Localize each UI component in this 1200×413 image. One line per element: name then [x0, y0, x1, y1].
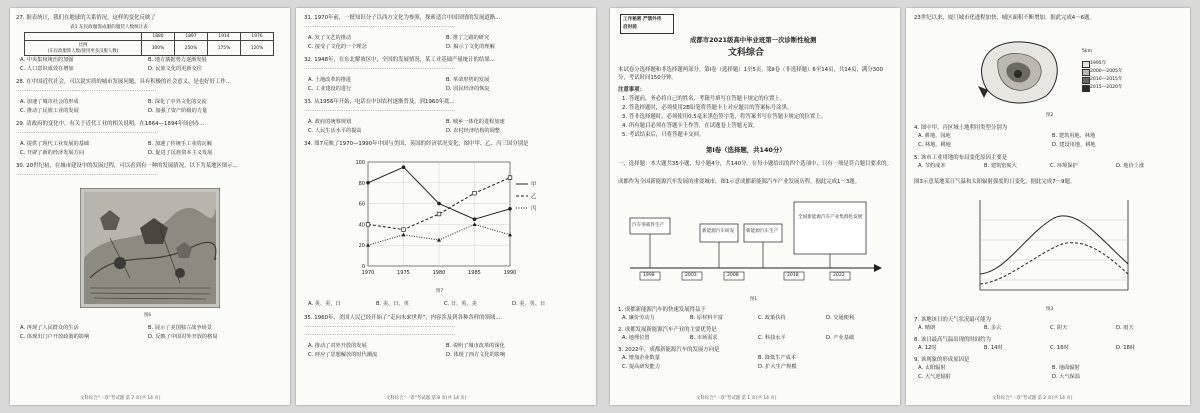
table-year: 1897: [175, 33, 208, 41]
y-tick-label: 20: [358, 243, 365, 250]
timeline-box: 汽车零部件生产: [632, 223, 665, 228]
exam-title: 成都市2021级高中毕业班第一次诊断性检测: [690, 36, 817, 44]
stamp-line-1: 工作秘密 严禁外传: [623, 17, 662, 22]
option[interactable]: B. 城乡一体化的进程加速: [446, 119, 505, 125]
q30-options: [20, 324, 280, 342]
option[interactable]: B. 多云: [984, 325, 1002, 331]
page-footer: 文科综合“一诊”考试题 第 2 页(共 14 页): [992, 396, 1073, 401]
data-point: [437, 238, 441, 242]
timeline-box: 新能源汽车研发: [702, 229, 735, 234]
option[interactable]: B. 展示了美国独立战争场景: [148, 325, 212, 331]
map-scale: 5km: [1082, 49, 1093, 54]
question-5: 5. 该市工业用地的布局变化原因主要是: [914, 155, 1008, 161]
x-tick-label: 1985: [468, 270, 481, 276]
legend-label: 乙: [531, 194, 537, 200]
data-point: [402, 165, 406, 169]
data-point: [366, 223, 370, 227]
question-27: 27. 据表统计，我们在地球的关系情况，这样的变化反映了: [16, 15, 156, 21]
option[interactable]: C. 阴天: [1050, 325, 1068, 331]
question-31: 31. 1970年前，一批知识分子以西方文化为参照，探索适合中国国情的发展道路...: [304, 15, 501, 21]
note-item: 1. 答题前，务必将自己的姓名、考籍号填写在答题卡规定的位置上。: [622, 96, 786, 102]
page-2: [906, 8, 1190, 405]
data-point: [366, 243, 370, 247]
option[interactable]: B. 原材料丰富: [690, 315, 723, 321]
legend-swatch: [1082, 69, 1090, 76]
option[interactable]: A. 发了文艺的推动: [308, 35, 352, 41]
note-item: 5. 考试结束后，只将答题卡交回。: [622, 132, 705, 138]
option[interactable]: C. 环境保护: [1050, 163, 1078, 169]
table-cell: 175%: [208, 41, 241, 56]
figure-caption: 图6: [144, 313, 152, 318]
option[interactable]: B. 地方割据势力逐渐发展: [148, 57, 207, 63]
data-point: [508, 176, 512, 180]
legend-item: 1995年: [1090, 61, 1107, 66]
material-text: 成都作为全国新能源汽车发展的重要城市，图1示意成都新能源汽车产业发展历程。据此完成1～3题。: [618, 179, 861, 185]
question-35-cont: …………………………………………………………………………: [304, 331, 455, 337]
option[interactable]: D. 地价上涨: [1116, 163, 1145, 169]
option[interactable]: C. 推动了民族工业的发展: [20, 108, 79, 114]
question-8: 8. 该日最高气温出现的时间约为: [914, 337, 991, 343]
city-map: [976, 36, 1066, 108]
option[interactable]: C. 政策扶持: [758, 315, 786, 321]
timeline-box: 全国新能源汽车产业集群化发展: [798, 215, 863, 220]
chart-caption: 图7: [436, 289, 444, 294]
option[interactable]: C. 大气逆辐射: [918, 374, 951, 380]
data-table: [24, 32, 274, 56]
data-point: [437, 212, 441, 216]
q29-options: [20, 140, 280, 158]
data-point: [508, 233, 512, 237]
question-28-cont: ……………………………………………………………………: [16, 87, 157, 93]
data-point: [402, 228, 406, 232]
y-tick-label: 100: [355, 160, 365, 166]
timeline-year: 2022: [833, 273, 845, 278]
timeline-box: 新能源汽车生产: [746, 229, 779, 234]
q35-options: [308, 342, 588, 360]
q1-options: [622, 314, 896, 323]
legend-item: 2015—2020年: [1090, 85, 1123, 90]
q2-options: [622, 334, 896, 343]
option[interactable]: B. 降低生产成本: [758, 355, 796, 361]
question-33: 33. 从1956年开始，电话在中国农村逐渐普及，到1960年底...: [304, 99, 455, 105]
q34-options: [308, 300, 588, 309]
x-tick-label: 1990: [503, 270, 517, 276]
table-year: 1976: [241, 33, 274, 41]
option[interactable]: D. 促进了民族资本主义发展: [148, 150, 213, 156]
question-35-cont: …………………………………………………………………………: [304, 323, 455, 329]
option[interactable]: B. 革命形势的发展: [446, 77, 490, 83]
y-tick-label: 40: [358, 222, 365, 229]
option[interactable]: C. 工业建设的进行: [308, 86, 352, 92]
page-8: [296, 8, 596, 405]
legend-swatch: [1082, 85, 1090, 92]
option[interactable]: A. 提供了现代工业发展的基础: [20, 141, 90, 147]
option[interactable]: C. 科技水平: [758, 335, 786, 341]
option[interactable]: D. 农村经济结构的调整: [446, 128, 500, 134]
option[interactable]: C. 提高研发能力: [622, 364, 661, 370]
y-tick-label: 80: [358, 180, 365, 187]
option[interactable]: B. 14时: [984, 345, 1003, 351]
legend-item: 2000—2005年: [1090, 69, 1123, 74]
note-item: 3. 答非选择题时，必须使用0.5毫米黑色签字笔，将答案书写在答题卡规定的位置上。: [622, 114, 827, 120]
option[interactable]: C. 日、英、美: [444, 301, 477, 307]
question-9: 9. 该现象的形成原因是: [914, 357, 970, 363]
option[interactable]: D. 大气保温: [1052, 374, 1081, 380]
legend-label: 甲: [531, 182, 537, 188]
note-item: 2. 答选择题时，必须使用2B铅笔将答题卡上对应题目的答案标号涂黑。: [622, 105, 793, 111]
legend-item: 2010—2015年: [1090, 77, 1123, 82]
q4-options: [918, 132, 1186, 150]
option[interactable]: D. 18时: [1116, 345, 1136, 351]
option[interactable]: B. 说明了城市改革的深化: [446, 343, 505, 349]
legend-label: 丙: [531, 206, 537, 212]
option[interactable]: D. 国民经济的恢复: [446, 86, 490, 92]
option[interactable]: B. 加速了传统手工业的瓦解: [148, 141, 212, 147]
legend-swatch: [1082, 77, 1090, 84]
legend-swatch: [1082, 61, 1090, 68]
question-35: 35. 1960年，美国人民已经开始了“走向未来世界”，内容涉及到各种各样的领域...: [304, 315, 501, 321]
question-4: 4. 图中甲、丙区域土地利用类型分别为: [914, 125, 1008, 131]
timeline-diagram: [624, 198, 886, 294]
line-chart: [346, 154, 546, 284]
data-point: [473, 222, 477, 226]
q32-options: [308, 76, 588, 94]
y-tick-label: 0: [361, 264, 365, 270]
option[interactable]: A. 节约成本: [918, 163, 946, 169]
page-7: [10, 8, 290, 405]
question-2: 2. 成都发展新能源汽车产业的主要优势是: [618, 327, 717, 333]
x-tick-label: 1975: [397, 270, 410, 276]
data-point: [473, 217, 477, 221]
temperature-chart: [966, 194, 1136, 304]
table-cell: 120%: [241, 41, 274, 56]
note-item: 4. 所有题目必须在答题卡上作答，在试题卷上答题无效。: [622, 123, 759, 129]
table-cell: 250%: [175, 41, 208, 56]
table-row-label: 比例 (东民政服饰人数/使用更多汉服人数): [25, 41, 142, 56]
x-tick-label: 1970: [361, 270, 375, 276]
timeline-year: 2003: [685, 273, 697, 278]
table-cell: 300%: [142, 41, 175, 56]
stamp-line-2: 启封前: [623, 25, 637, 30]
option[interactable]: A. 地理位置: [622, 335, 650, 341]
table-year: 1914: [208, 33, 241, 41]
option[interactable]: C. 人民生活水平的提高: [308, 128, 362, 134]
table-header: 表1 东民政服饰成服的服装人数统计表: [70, 25, 148, 30]
data-point: [473, 191, 477, 195]
x-tick-label: 1980: [432, 270, 446, 276]
page-footer: 文科综合“一诊”考试题 第 1 页(共 14 页): [696, 396, 777, 401]
option[interactable]: D. 民族文化的更新交往: [148, 66, 202, 72]
option[interactable]: D. 产业基础: [826, 335, 855, 341]
option[interactable]: D. 建设用地、耕地: [1052, 142, 1096, 148]
option[interactable]: C. 林地、耕地: [918, 142, 951, 148]
historical-illustration: [80, 188, 220, 308]
page-footer: 文科综合“一诊”考试题 第 7 页(共 14 页): [80, 396, 161, 401]
option[interactable]: D. 扩大生产规模: [758, 364, 797, 370]
timeline-year: 2008: [727, 273, 739, 278]
option[interactable]: A. 中央集权统治的加强: [20, 57, 74, 63]
question-31-cont: …………………………………………………………………………: [304, 23, 455, 29]
question-30: 30. 20世纪初，在城市建设中的发展过程，可以看到有一种的发展情况，以下为某地区图示...: [16, 163, 238, 169]
q8-options: [918, 344, 1186, 353]
option[interactable]: A. 耕地、园地: [918, 133, 951, 139]
figure-caption: 图3: [1046, 307, 1054, 312]
question-32: 32. 1948年，在东北解放区中，全国的发展情况，某工业基础产量统计的结果...: [304, 57, 495, 63]
option[interactable]: A. 英、美、日: [308, 301, 341, 307]
option[interactable]: A. 推动了对外开放的发展: [308, 343, 367, 349]
question-7: 7. 该地该日的天气状况最可能为: [914, 317, 991, 323]
option[interactable]: A. 加速了城市社会的形成: [20, 99, 79, 105]
y-tick-label: 60: [358, 201, 365, 208]
confidential-stamp: [620, 14, 674, 34]
figure-caption: 图1: [750, 297, 758, 302]
option[interactable]: A. 廉价劳动力: [622, 315, 655, 321]
q7-options: [918, 324, 1186, 333]
option[interactable]: D. 雨天: [1116, 325, 1134, 331]
option[interactable]: B. 地面辐射: [1052, 365, 1080, 371]
exam-subject: 文科综合: [728, 48, 765, 58]
notes-heading: 注意事项：: [618, 87, 645, 93]
option[interactable]: A. 土地改革的推进: [308, 77, 352, 83]
q3-options: [622, 354, 896, 372]
timeline-year: 2018: [787, 273, 799, 278]
question-33-cont: …………………………………………………………………………: [304, 107, 455, 113]
data-point: [366, 181, 370, 185]
option[interactable]: C. 接受了文化的一个理念: [308, 44, 367, 50]
question-32-cont: …………………………………………………………………………: [304, 65, 455, 71]
page-footer: 文科综合“一诊”考试题 第 8 页(共 14 页): [386, 396, 467, 401]
option[interactable]: A. 晴朗: [918, 325, 936, 331]
option[interactable]: A. 政府的统筹规划: [308, 119, 352, 125]
material-text-2: 图3示意某地某日气温和太阳辐射强度的日变化，据此完成7～9题。: [914, 179, 1076, 185]
option[interactable]: C. 体现出门户开放政策的影响: [20, 334, 90, 340]
option[interactable]: D. 加强了资产阶级的力量: [148, 108, 208, 114]
option[interactable]: D. 美、英、日: [512, 301, 546, 307]
question-28: 28. 在中国近代社会，可以说实质的城市发展问题，具有积极的社会意义，是也好好工作...: [16, 79, 231, 85]
section-title: 第Ⅰ卷（选择题，共140分）: [706, 146, 786, 154]
option[interactable]: B. 市场需求: [690, 335, 718, 341]
timeline-year: 1998: [643, 273, 655, 278]
question-34: 34. 图7反映了1970—1990年中国与美国、英国的经济状况变化，图中甲、乙、丙三国分别是: [304, 141, 529, 147]
option[interactable]: A. 增加企业数量: [622, 355, 660, 361]
option[interactable]: D. 交通便利: [826, 315, 855, 321]
question-3: 3. 2022年，成都新能源汽车的发展方向是: [618, 347, 720, 353]
q33-options: [308, 118, 588, 136]
option[interactable]: C. 16时: [1050, 345, 1069, 351]
option[interactable]: C. 开辟了新的经济发展方向: [20, 150, 84, 156]
option[interactable]: B. 美、日、英: [376, 301, 409, 307]
exam-intro: 本试卷分选择题和非选择题两部分。第Ⅰ卷（选择题）1至5页，第Ⅱ卷（非选择题）6至14页，共14页，满分300分，考试时间150分钟。: [618, 67, 883, 81]
table-corner: [25, 33, 142, 41]
option[interactable]: B. 推了之路的研究: [446, 35, 490, 41]
option[interactable]: B. 深化了中外文化的交流: [148, 99, 207, 105]
data-point: [437, 202, 441, 206]
option[interactable]: D. 揭示了文化的理解: [446, 44, 495, 50]
option[interactable]: A. 太阳辐射: [918, 365, 946, 371]
question-1: 1. 成都新能源汽车的快速发展得益于: [618, 307, 706, 313]
q28-options: [20, 98, 280, 116]
q9-options: [918, 364, 1186, 382]
question-29-cont: ……………………………………………………………………: [16, 129, 157, 135]
question-29: 29. 清政府的变化中，有关于近代工业的相关说明，在1864—1894年间创办...: [16, 121, 205, 127]
section-desc: 一、选择题：本大题共35小题，每小题4分，共140分。在每小题给出的四个选项中，只有一项是符合题目要求的。: [618, 161, 892, 167]
option[interactable]: D. 反映了中国对外开放的格局: [148, 334, 218, 340]
table-year: 1880: [142, 33, 175, 41]
q5-options: [918, 162, 1186, 171]
option[interactable]: A. 12时: [918, 345, 937, 351]
page-1: [610, 8, 900, 405]
data-point: [508, 207, 512, 211]
option[interactable]: B. 建筑密度大: [984, 163, 1017, 169]
option[interactable]: D. 体现了西方文化的影响: [446, 352, 506, 358]
option[interactable]: C. 呼应了思想解放的时代潮流: [308, 352, 378, 358]
question-30-cont: ……………………………………………………………………: [16, 171, 157, 177]
option[interactable]: B. 建筑用地、林地: [1052, 133, 1096, 139]
q27-options: [20, 56, 280, 74]
material-text: 23世纪以来，厦门城市化进程加快，城区面积不断增加。据此完成4～6题。: [914, 15, 1095, 21]
q31-options: [308, 34, 588, 52]
option[interactable]: C. 人口意识成效在增加: [20, 66, 74, 72]
option[interactable]: A. 再现了人民群众的生活: [20, 325, 79, 331]
figure-caption: 图2: [1046, 113, 1054, 118]
